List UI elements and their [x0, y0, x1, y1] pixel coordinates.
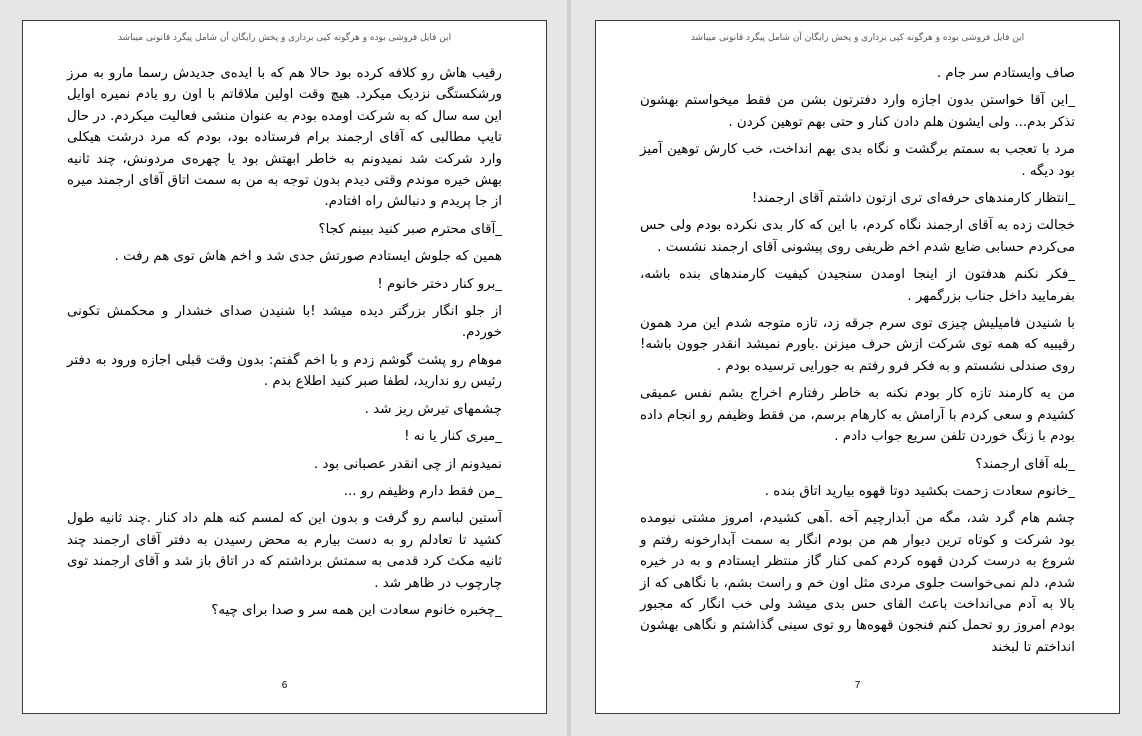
paragraph: _بله آقای ارجمند؟ — [975, 456, 1075, 472]
paragraph: رقیب هاش رو کلافه کرده بود حالا هم که با ایده‌ی جدیدش رسما مارو به مرز ورشکستگی نزدیک میکرد. هیچ وقت اولین ملاقاتم با اون رو یادم نمیره اوایل این سه سال که به شرکت اومده بودم به عنوان منشی فعالیت میکردم. در حال تایپ مطالبی که آقای ارجمند برام فرستاده بود، بودم که مرد درشت هیکلی وارد شرکت شد نمیدونم به خاطر ابهتش بود یا چهره‌ی مردونش، چند ثانیه بهش خیره موندم وقتی دیدم بدون توجه به من به سمت اتاق آقای ارجمند میره از جا پریدم و دنبالش راه افتادم. — [67, 66, 502, 210]
paragraph: _چخبره خانوم سعادت این همه سر و صدا برای چیه؟ — [211, 602, 502, 618]
paragraph: من یه کارمند تازه کار بودم نکنه به خاطر رفتارم اخراج بشم نفس عمیقی کشیدم و سعی کردم با آرامش به کارهام برسم، من فقط وظیفم رو انجام داده بودم با زنگ خوردن تلفن سریع جواب دادم . — [640, 386, 1075, 445]
page-body — [640, 63, 1075, 664]
page-header: این فایل فروشی بوده و هرگونه کپی برداری و پخش رایگان آن شامل پیگرد قانونی میباشد — [117, 33, 452, 43]
paragraph: چشمهای تیرش ریز شد . — [364, 401, 502, 417]
paragraph: موهام رو پشت گوشم زدم و با اخم گفتم: بدون وقت قبلی اجازه ورود به دفتر رئیس رو ندارید، لطفا صبر کنید اطلاع بدم . — [67, 352, 502, 390]
page-7 — [595, 20, 1120, 714]
page-number: 6 — [281, 680, 288, 691]
page-6 — [22, 20, 547, 714]
paragraph: خجالت زده به آقای ارجمند نگاه کردم، با این که کار بدی نکرده بودم ولی حس می‌کردم حسابی ضایع شدم اخم ظریفی روی پیشونی آقای ارجمند نشست . — [640, 218, 1075, 255]
paragraph: مرد با تعجب به سمتم برگشت و نگاه بدی بهم انداخت، خب کارش توهین آمیز بود دیگه . — [640, 142, 1075, 179]
paragraph: _خانوم سعادت زحمت بکشید دوتا قهوه بیارید اتاق بنده . — [764, 483, 1075, 499]
paragraph: _فکر نکنم هدفتون از اینجا اومدن سنجیدن کیفیت کارمندهای بنده باشه، بفرمایید داخل جناب بزرگمهر . — [640, 267, 1075, 304]
paragraph: _این آقا خواستن بدون اجازه وارد دفترتون بشن من فقط میخواستم بهشون تذکر بدم... ولی ایشون هلم دادن کنار و حتی بهم توهین کردن . — [640, 93, 1075, 130]
paragraph: همین که جلوش ایستادم صورتش جدی شد و اخم هاش توی هم رفت . — [114, 249, 502, 265]
page-body — [67, 63, 502, 627]
paragraph: آستین لباسم رو گرفت و بدون این که لمسم کنه هلم داد کنار .چند ثانیه طول کشید تا تعادلم رو به دست بیارم به محض رسیدن به دفتر آقای ارجمند چند ثانیه مکث کرد قدمی به سمتش برداشتم که در اتاق باز شد و آقای ارجمند توی چارچوب در ظاهر شد . — [67, 511, 502, 591]
paragraph: _برو کنار دختر خانوم ! — [377, 276, 502, 292]
page-number: 7 — [854, 680, 861, 691]
paragraph: نمیدونم از چی انقدر عصبانی بود . — [314, 456, 502, 472]
paragraph: با شنیدن فامیلیش چیزی توی سرم جرقه زد، تازه متوجه شدم این مرد همون رقیبیه که همه توی شرکت ازش حرف میزنن .باورم نمیشد انقدر جوون باشه! روی صندلی نشستم و به فکر فرو رفتم به جورایی ترسیده بودم . — [640, 316, 1075, 374]
paragraph: چشم هام گرد شد، مگه من آبدارچیم آخه .آهی کشیدم، امروز مشتی نیومده بود شرکت و کوتاه ترین دیوار هم من بودم انگار به سمت آبدارخونه رفتم و شروع به درست کردن قهوه کردم کمی کنار گاز منتظر ایستادم و به در خیره شدم، دلم نمی‌خواست جلوی مردی مثل اون خم و راست بشم، با نگاهی که از بالا به آدم می‌انداخت باعث القای حس بدی میشد ولی خب انگار که مجبور بودم امروز رو تحمل کنم فنجون قهوه‌ها رو توی سینی گذاشتم و نگاهی بهشون انداختم تا لبخند — [640, 511, 1075, 655]
page-header: این فایل فروشی بوده و هرگونه کپی برداری و پخش رایگان آن شامل پیگرد قانونی میباشد — [690, 33, 1025, 43]
paragraph: از جلو انگار بزرگتر دیده میشد !با شنیدن صدای خشدار و محکمش تکونی خوردم. — [67, 304, 502, 341]
paragraph: صاف وایستادم سر جام . — [936, 66, 1075, 81]
paragraph: _انتظار کارمندهای حرفه‌ای تری ازتون داشتم آقای ارجمند! — [751, 191, 1075, 207]
paragraph: _من فقط دارم وظیفم رو ... — [343, 483, 502, 499]
page-gutter — [567, 0, 571, 736]
paragraph: _آقای محترم صبر کنید ببینم کجا؟ — [318, 221, 502, 237]
paragraph: _میری کنار یا نه ! — [404, 429, 502, 445]
